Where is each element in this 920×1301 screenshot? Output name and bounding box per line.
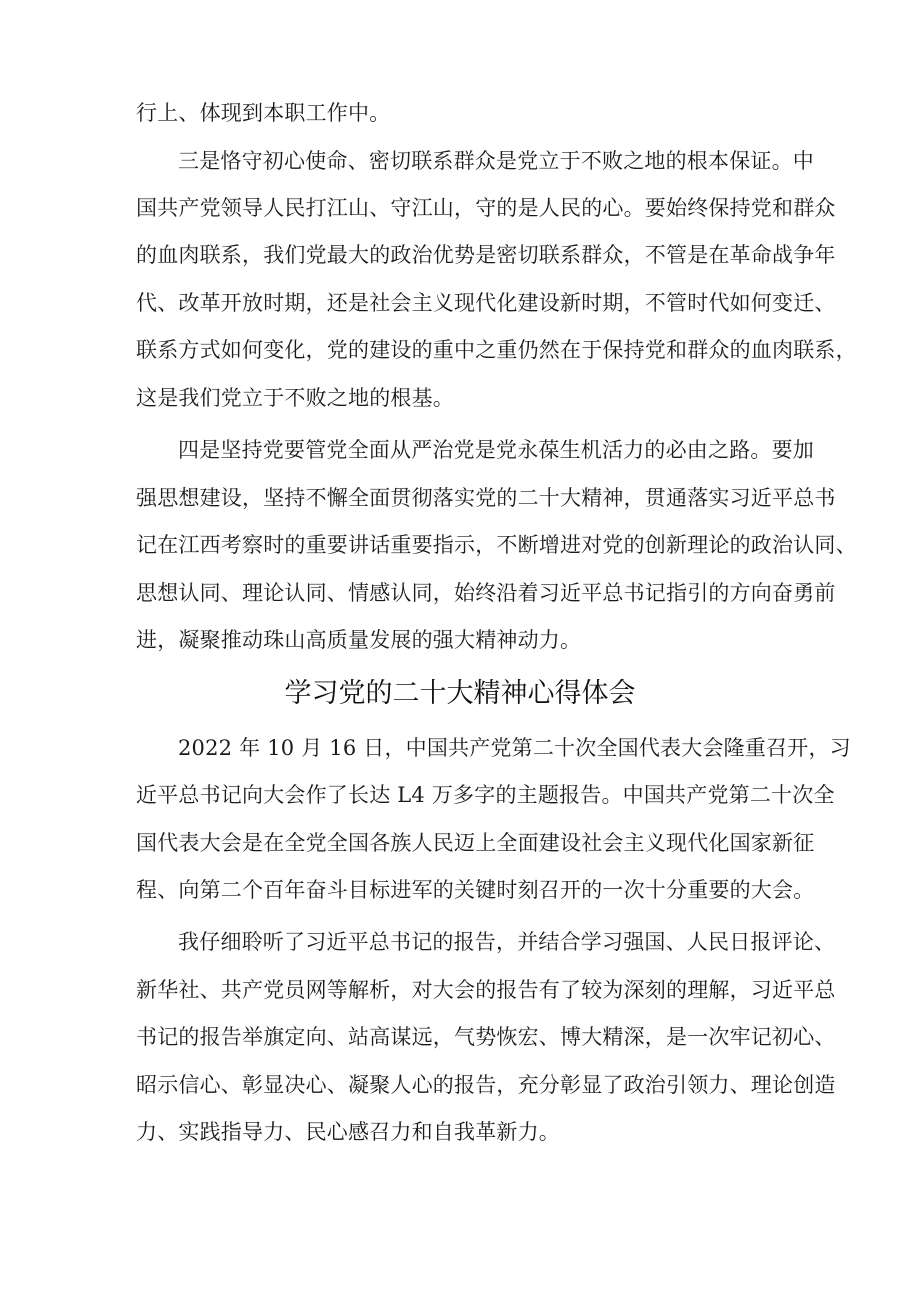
paragraph-two-line: 书记的报告举旗定向、站高谋远，气势恢宏、博大精深，是一次牢记初心、: [136, 1025, 836, 1049]
point-three-line: 联系方式如何变化，党的建设的重中之重仍然在于保持党和群众的血肉联系，: [136, 338, 857, 362]
paragraph-one-line: 近平总书记向大会作了长达 L4 万多字的主题报告。中国共产党第二十次全: [136, 783, 835, 807]
point-four-line: 强思想建设，坚持不懈全面贯彻落实党的二十大精神，贯通落实习近平总书: [136, 486, 836, 510]
point-four-line: 四是坚持党要管党全面从严治党是党永葆生机活力的必由之路。要加: [178, 438, 814, 462]
point-three-line: 国共产党领导人民打江山、守江山，守的是人民的心。要始终保持党和群众: [136, 196, 836, 220]
point-four-line: 思想认同、理论认同、情感认同，始终沿着习近平总书记指引的方向奋勇前: [136, 581, 836, 605]
point-three-line: 三是恪守初心使命、密切联系群众是党立于不败之地的根本保证。中: [178, 149, 814, 173]
paragraph-one-line: 2022 年 10 月 16 日，中国共产党第二十次全国代表大会隆重召开，习: [178, 736, 851, 760]
paragraph-two-line: 力、实践指导力、民心感召力和自我革新力。: [136, 1120, 560, 1144]
paragraph-one-line: 程、向第二个百年奋斗目标进军的关键时刻召开的一次十分重要的大会。: [136, 878, 815, 902]
point-four-line: 记在江西考察时的重要讲话重要指示，不断增进对党的创新理论的政治认同、: [136, 533, 857, 557]
paragraph-one-line: 国代表大会是在全党全国各族人民迈上全面建设社会主义现代化国家新征: [136, 831, 815, 855]
section-title: 学习党的二十大精神心得体会: [284, 678, 636, 709]
point-three-line: 的血肉联系，我们党最大的政治优势是密切联系群众，不管是在革命战争年: [136, 243, 836, 267]
prev-paragraph-line: 行上、体现到本职工作中。: [136, 101, 391, 125]
point-three-line: 这是我们党立于不败之地的根基。: [136, 386, 454, 410]
paragraph-two-line: 昭示信心、彰显决心、凝聚人心的报告，充分彰显了政治引领力、理论创造: [136, 1073, 836, 1097]
paragraph-two-line: 我仔细聆听了习近平总书记的报告，并结合学习强国、人民日报评论、: [178, 930, 836, 954]
point-three-line: 代、改革开放时期，还是社会主义现代化建设新时期，不管时代如何变迁、: [136, 291, 836, 315]
paragraph-two-line: 新华社、共产党员网等解析，对大会的报告有了较为深刻的理解，习近平总: [136, 978, 836, 1002]
point-four-line: 进，凝聚推动珠山高质量发展的强大精神动力。: [136, 628, 582, 652]
